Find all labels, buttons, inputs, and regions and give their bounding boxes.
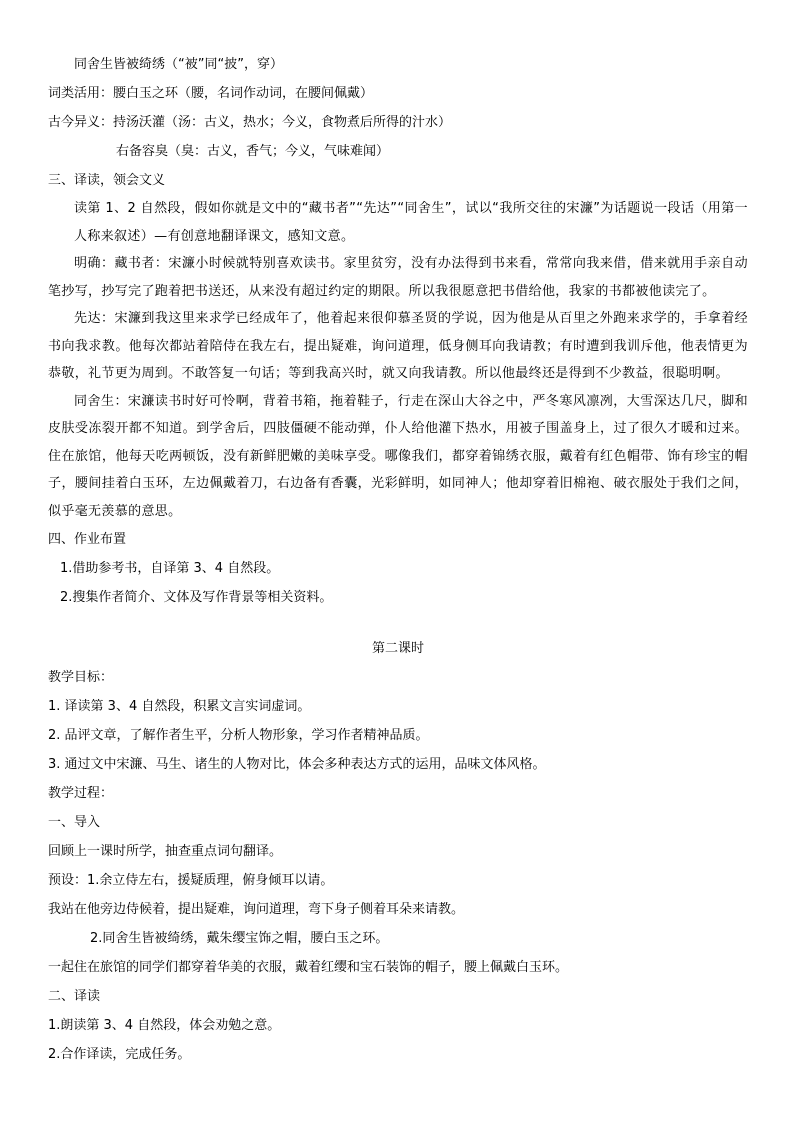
text-line: 2.同舍生皆被绮绣，戴朱缨宝饰之帽，腰白玉之环。	[90, 931, 389, 946]
text-line: 我站在他旁边侍候着，提出疑难，询问道理，弯下身子侧着耳朵来请教。	[48, 902, 465, 917]
list-item: 2.搜集作者简介、文体及写作背景等相关资料。	[60, 590, 333, 605]
paragraph: 明确：藏书者：宋濂小时候就特别喜欢读书。家里贫穷，没有办法得到书来看，常常向我来借，借来就用手亲自动笔抄写，抄写完了跑着把书送还，从来没有超过约定的期限。所以我很愿意把书借给他，我家的书都被他读完了。	[48, 256, 748, 299]
paragraph: 读第 1、2 自然段，假如你就是文中的“藏书者”“先达”“同舍生”，试以“我所交往的宋濂”为话题说一段话（用第一人称来叙述）—有创意地翻译课文，感知文意。	[74, 201, 748, 244]
list-item: 3. 通过文中宋濂、马生、诸生的人物对比，体会多种表达方式的运用，品味文体风格。	[48, 757, 546, 772]
note-line: 词类活用：腰白玉之环（腰，名词作动词，在腰间佩戴）	[48, 86, 374, 101]
paragraph: 同舍生：宋濂读书时好可怜啊，背着书箱，拖着鞋子，行走在深山大谷之中，严冬寒风凛冽，大雪深达几尺，脚和皮肤受冻裂开都不知道。到学舍后，四肢僵硬不能动弹，仆人给他灌下热水，用被子围盖身上，过了很久才暖和过来。住在旅馆，他每天吃两顿饭，没有新鲜肥嫩的美味享受。哪像我们，都穿着锦绣衣服，戴着有红色帽带、饰有珍宝的帽子，腰间挂着白玉环，左边佩戴着刀，右边备有香囊，光彩鲜明，如同神人；他却穿着旧棉袍、破衣服处于我们之间，似乎毫无羡慕的意思。	[48, 393, 748, 519]
section-heading: 一、导入	[48, 815, 101, 830]
text-line: 一起住在旅馆的同学们都穿着华美的衣服，戴着红缨和宝石装饰的帽子，腰上佩戴白玉环。	[48, 960, 569, 975]
text-line: 预设：1.余立侍左右，援疑质理，俯身倾耳以请。	[48, 873, 334, 888]
subheading: 教学过程：	[48, 786, 114, 801]
text-line: 回顾上一课时所学，抽查重点词句翻译。	[48, 844, 283, 859]
section-heading: 三、译读，领会文义	[48, 173, 166, 188]
lesson-title: 第二课时	[371, 641, 424, 656]
section-heading: 二、译读	[48, 989, 101, 1004]
section-heading: 四、作业布置	[48, 532, 127, 547]
note-line: 同舍生皆被绮绣（“被”同“披”，穿）	[74, 57, 283, 72]
subheading: 教学目标：	[48, 670, 114, 685]
text-line: 1.朗读第 3、4 自然段，体会劝勉之意。	[48, 1018, 281, 1033]
list-item: 2. 品评文章，了解作者生平，分析人物形象，学习作者精神品质。	[48, 728, 429, 743]
list-item: 1.借助参考书，自译第 3、4 自然段。	[60, 561, 280, 576]
paragraph: 先达：宋濂到我这里来求学已经成年了，他着起来很仰慕圣贤的学说，因为他是从百里之外跑来求学的，手拿着经书向我求教。他每次都站着陪侍在我左右，提出疑难，询问道理，低身侧耳向我请教；有时遭到我训斥他，他表情更为恭敬，礼节更为周到。不敢答复一句话；等到我高兴时，就又向我请教。所以他最终还是得到不少教益，很聪明啊。	[48, 311, 748, 381]
text-line: 2.合作译读，完成任务。	[48, 1047, 191, 1062]
note-line: 右备容臭（臭：古义，香气；今义，气味难闻）	[116, 144, 390, 159]
document-page	[48, 50, 748, 1069]
note-line: 古今异义：持汤沃灌（汤：古义，热水；今义，食物煮后所得的汁水）	[48, 115, 452, 130]
list-item: 1. 译读第 3、4 自然段，积累文言实词虚词。	[48, 699, 311, 714]
